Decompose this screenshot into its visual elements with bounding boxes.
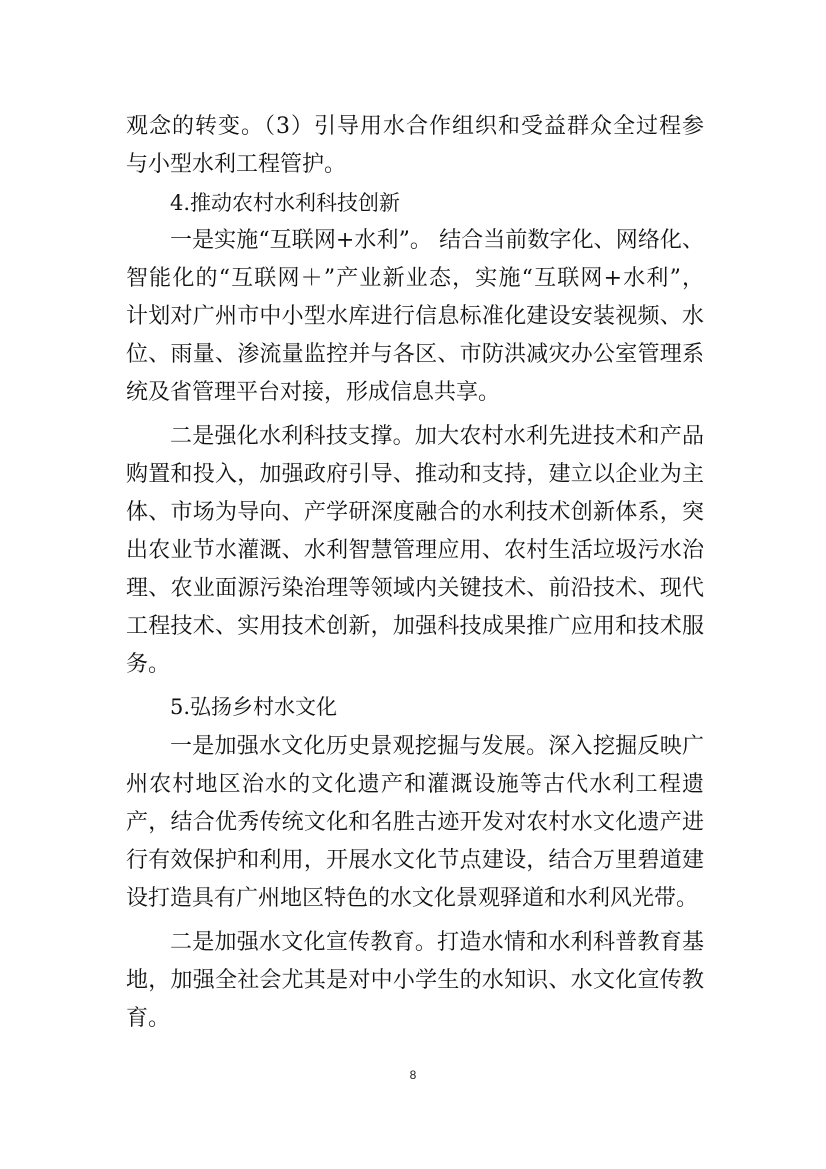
body-text-line: 产，结合优秀传统文化和名胜古迹开发对农村水文化遗产进 xyxy=(126,810,704,835)
body-text-line: 育。 xyxy=(126,1006,171,1031)
body-text-line: 地，加强全社会尤其是对中小学生的水知识、水文化宣传教 xyxy=(126,968,704,993)
body-text-line: 理、农业面源污染治理等领域内关键技术、前沿技术、现代 xyxy=(126,576,704,601)
section-heading: 5.弘扬乡村水文化 xyxy=(170,695,338,719)
page-number: 8 xyxy=(409,1068,417,1082)
paragraph-first-line: 一是加强水文化历史景观挖掘与发展。深入挖掘反映广 xyxy=(170,734,704,759)
body-text-line: 观念的转变。（3）引导用水合作组织和受益群众全过程参 xyxy=(126,114,704,139)
body-text-line: 位、雨量、渗流量监控并与各区、市防洪减灾办公室管理系 xyxy=(126,342,704,367)
body-text-line: 设打造具有广州地区特色的水文化景观驿道和水利风光带。 xyxy=(126,886,699,911)
body-text-line: 计划对广州市中小型水库进行信息标准化建设安装视频、水 xyxy=(126,304,704,329)
body-text-line: 与小型水利工程管护。 xyxy=(126,152,347,177)
paragraph-first-line: 二是加强水文化宣传教育。打造水情和水利科普教育基 xyxy=(170,930,704,955)
body-text-line: 州农村地区治水的文化遗产和灌溉设施等古代水利工程遗 xyxy=(126,772,704,797)
body-text-line: 智能化的“互联网＋”产业新业态，实施“互联网+水利”， xyxy=(126,266,704,291)
paragraph-first-line: 一是实施“互联网+水利”。 结合当前数字化、网络化、 xyxy=(170,228,704,253)
paragraph-first-line: 二是强化水利科技支撑。加大农村水利先进技术和产品 xyxy=(170,424,704,449)
body-text-line: 出农业节水灌溉、水利智慧管理应用、农村生活垃圾污水治 xyxy=(126,538,704,563)
body-text-line: 统及省管理平台对接，形成信息共享。 xyxy=(126,380,501,405)
body-text-line: 行有效保护和利用，开展水文化节点建设，结合万里碧道建 xyxy=(126,848,704,873)
body-text-line: 务。 xyxy=(126,652,171,677)
body-text-line: 体、市场为导向、产学研深度融合的水利技术创新体系，突 xyxy=(126,500,704,525)
body-text-line: 购置和投入，加强政府引导、推动和支持，建立以企业为主 xyxy=(126,462,704,487)
section-heading: 4.推动农村水利科技创新 xyxy=(170,191,401,215)
body-text-line: 工程技术、实用技术创新，加强科技成果推广应用和技术服 xyxy=(126,614,704,639)
